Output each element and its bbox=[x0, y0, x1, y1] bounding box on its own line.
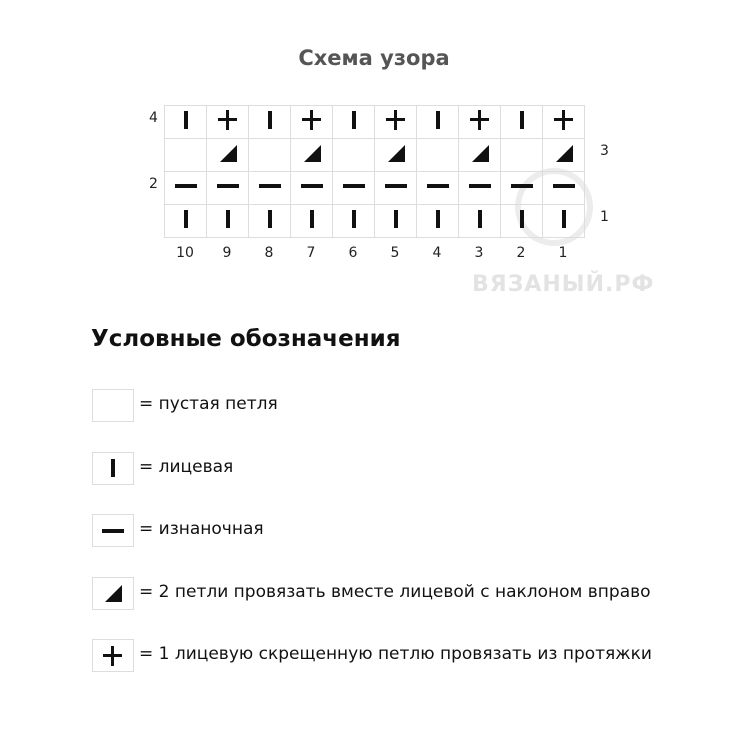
column-number: 2 bbox=[516, 245, 526, 261]
k2tog-right-icon bbox=[468, 141, 492, 165]
grid-cell bbox=[291, 139, 333, 172]
grid-cell bbox=[207, 205, 249, 238]
purl-icon bbox=[300, 174, 324, 198]
purl-icon bbox=[552, 174, 576, 198]
crossed-knit-icon bbox=[300, 108, 324, 132]
legend-title: Условные обозначения bbox=[91, 326, 401, 352]
knit-icon bbox=[384, 207, 408, 231]
knit-icon bbox=[300, 207, 324, 231]
knit-icon bbox=[426, 207, 450, 231]
grid-cell bbox=[333, 139, 375, 172]
grid-cell bbox=[543, 139, 585, 172]
row-number-4: 4 bbox=[149, 110, 158, 126]
legend-symbol-box bbox=[92, 514, 134, 547]
grid-cell bbox=[291, 172, 333, 205]
column-number: 1 bbox=[558, 245, 568, 261]
legend-symbol-box bbox=[92, 452, 134, 485]
k2tog-right-icon bbox=[384, 141, 408, 165]
column-number: 7 bbox=[306, 245, 316, 261]
grid-cell bbox=[249, 106, 291, 139]
crossed-knit-icon bbox=[468, 108, 492, 132]
legend-item-text: = лицевая bbox=[139, 456, 234, 477]
grid-row bbox=[165, 139, 585, 172]
knit-icon bbox=[510, 108, 534, 132]
purl-icon bbox=[216, 174, 240, 198]
grid-cell bbox=[543, 205, 585, 238]
legend-symbol-box bbox=[92, 639, 134, 672]
grid-cell bbox=[249, 139, 291, 172]
column-number: 4 bbox=[432, 245, 442, 261]
pattern-grid bbox=[164, 105, 585, 238]
grid-cell bbox=[207, 106, 249, 139]
grid-cell bbox=[165, 172, 207, 205]
grid-cell bbox=[501, 172, 543, 205]
grid-cell bbox=[417, 139, 459, 172]
k2tog-right-icon bbox=[552, 141, 576, 165]
knit-icon bbox=[426, 108, 450, 132]
grid-cell bbox=[375, 106, 417, 139]
knit-icon bbox=[510, 207, 534, 231]
grid-cell bbox=[417, 172, 459, 205]
crossed-knit-icon bbox=[552, 108, 576, 132]
grid-cell bbox=[291, 205, 333, 238]
column-number: 8 bbox=[264, 245, 274, 261]
grid-cell bbox=[459, 172, 501, 205]
grid-cell bbox=[375, 139, 417, 172]
k2tog-right-icon bbox=[216, 141, 240, 165]
knit-icon bbox=[552, 207, 576, 231]
grid-cell bbox=[333, 205, 375, 238]
legend-item-text: = 2 петли провязать вместе лицевой с наклоном вправо bbox=[139, 581, 651, 602]
knit-icon bbox=[174, 108, 198, 132]
legend-item-text: = 1 лицевую скрещенную петлю провязать из протяжки bbox=[139, 644, 652, 664]
purl-icon bbox=[426, 174, 450, 198]
knit-icon bbox=[101, 456, 125, 480]
grid-cell bbox=[501, 106, 543, 139]
grid-cell bbox=[333, 106, 375, 139]
column-number: 10 bbox=[176, 245, 194, 261]
purl-icon bbox=[174, 174, 198, 198]
legend-symbol-box bbox=[92, 577, 134, 610]
grid-cell bbox=[165, 205, 207, 238]
column-number: 6 bbox=[348, 245, 358, 261]
knit-icon bbox=[342, 108, 366, 132]
grid-cell bbox=[165, 106, 207, 139]
row-number-3: 3 bbox=[600, 143, 609, 159]
grid-cell bbox=[291, 106, 333, 139]
grid-cell bbox=[375, 172, 417, 205]
grid-cell bbox=[501, 205, 543, 238]
purl-icon bbox=[468, 174, 492, 198]
k2tog-right-icon bbox=[300, 141, 324, 165]
purl-icon bbox=[384, 174, 408, 198]
grid-cell bbox=[249, 172, 291, 205]
purl-icon bbox=[258, 174, 282, 198]
k2tog-right-icon bbox=[101, 581, 125, 605]
grid-cell bbox=[543, 172, 585, 205]
grid-cell bbox=[417, 106, 459, 139]
grid-row bbox=[165, 205, 585, 238]
knit-icon bbox=[258, 207, 282, 231]
knit-icon bbox=[216, 207, 240, 231]
grid-row bbox=[165, 106, 585, 139]
grid-row bbox=[165, 172, 585, 205]
grid-cell bbox=[417, 205, 459, 238]
legend-symbol-box bbox=[92, 389, 134, 422]
knit-icon bbox=[258, 108, 282, 132]
knit-icon bbox=[174, 207, 198, 231]
purl-icon bbox=[510, 174, 534, 198]
knit-icon bbox=[342, 207, 366, 231]
column-number: 5 bbox=[390, 245, 400, 261]
crossed-knit-icon bbox=[216, 108, 240, 132]
watermark: ВЯЗАНЫЙ.РФ bbox=[472, 272, 655, 297]
grid-cell bbox=[207, 172, 249, 205]
knit-icon bbox=[468, 207, 492, 231]
grid-cell bbox=[249, 205, 291, 238]
chart-title: Схема узора bbox=[298, 46, 450, 70]
grid-cell bbox=[501, 139, 543, 172]
row-number-2: 2 bbox=[149, 176, 158, 192]
legend-item-text: = изнаночная bbox=[139, 519, 264, 539]
row-number-1: 1 bbox=[600, 209, 609, 225]
column-number: 9 bbox=[222, 245, 232, 261]
grid-cell bbox=[165, 139, 207, 172]
column-number: 3 bbox=[474, 245, 484, 261]
grid-cell bbox=[459, 106, 501, 139]
grid-cell bbox=[207, 139, 249, 172]
crossed-knit-icon bbox=[384, 108, 408, 132]
legend-item-text: = пустая петля bbox=[139, 394, 278, 414]
grid-cell bbox=[459, 205, 501, 238]
crossed-knit-icon bbox=[101, 644, 125, 668]
grid-cell bbox=[375, 205, 417, 238]
purl-icon bbox=[101, 519, 125, 543]
grid-cell bbox=[543, 106, 585, 139]
grid-cell bbox=[459, 139, 501, 172]
grid-cell bbox=[333, 172, 375, 205]
purl-icon bbox=[342, 174, 366, 198]
